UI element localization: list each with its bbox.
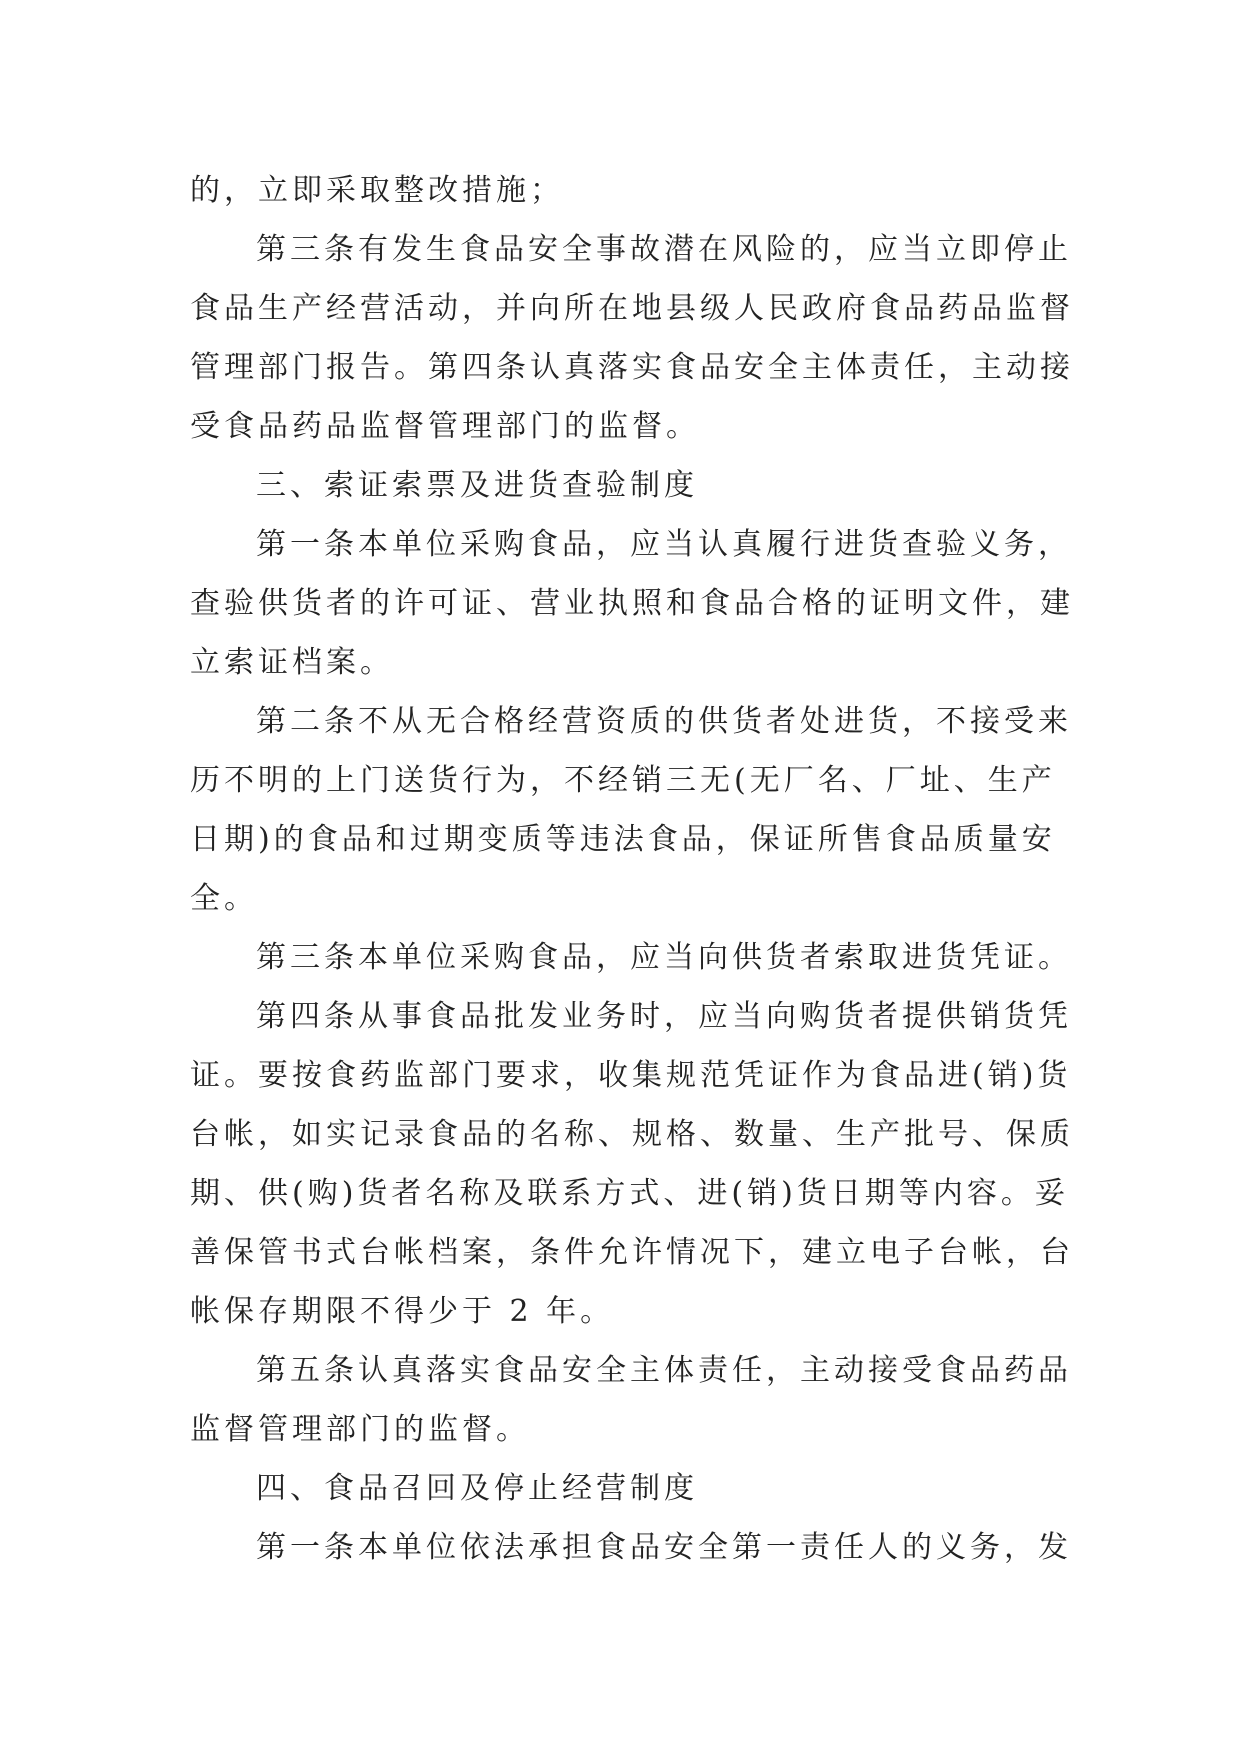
text-line: 第一条本单位依法承担食品安全第一责任人的义务，发 bbox=[256, 1530, 1072, 1565]
text-line: 第三条有发生食品安全事故潜在风险的，应当立即停止 bbox=[256, 232, 1072, 267]
text-line: 全。 bbox=[190, 881, 258, 916]
text-line: 第二条不从无合格经营资质的供货者处进货，不接受来 bbox=[256, 704, 1072, 739]
text-line: 帐保存期限不得少于 2 年。 bbox=[190, 1294, 615, 1329]
document-body bbox=[190, 161, 1074, 1577]
text-line: 历不明的上门送货行为，不经销三无(无厂名、厂址、生产 bbox=[190, 763, 1056, 798]
text-line: 台帐，如实记录食品的名称、规格、数量、生产批号、保质 bbox=[190, 1117, 1074, 1152]
text-line: 第三条本单位采购食品，应当向供货者索取进货凭证。 bbox=[256, 940, 1072, 975]
text-line: 立索证档案。 bbox=[190, 645, 394, 680]
text-line: 证。要按食药监部门要求，收集规范凭证作为食品进(销)货 bbox=[190, 1058, 1072, 1093]
text-line: 第四条从事食品批发业务时，应当向购货者提供销货凭 bbox=[256, 999, 1072, 1034]
text-line: 监督管理部门的监督。 bbox=[190, 1412, 530, 1447]
text-line: 受食品药品监督管理部门的监督。 bbox=[190, 409, 700, 444]
text-line: 食品生产经营活动，并向所在地县级人民政府食品药品监督 bbox=[190, 291, 1074, 326]
text-line: 第一条本单位采购食品，应当认真履行进货查验义务， bbox=[256, 527, 1072, 562]
text-line: 善保管书式台帐档案，条件允许情况下，建立电子台帐，台 bbox=[190, 1235, 1074, 1270]
text-line: 查验供货者的许可证、营业执照和食品合格的证明文件，建 bbox=[190, 586, 1074, 621]
text-line: 日期)的食品和过期变质等违法食品，保证所售食品质量安 bbox=[190, 822, 1056, 857]
text-line: 期、供(购)货者名称及联系方式、进(销)货日期等内容。妥 bbox=[190, 1176, 1069, 1211]
section-heading: 三、索证索票及进货查验制度 bbox=[256, 468, 698, 503]
section-heading: 四、食品召回及停止经营制度 bbox=[256, 1471, 698, 1506]
text-line: 第五条认真落实食品安全主体责任，主动接受食品药品 bbox=[256, 1353, 1072, 1388]
text-line: 的，立即采取整改措施； bbox=[190, 173, 564, 208]
text-line: 管理部门报告。第四条认真落实食品安全主体责任，主动接 bbox=[190, 350, 1074, 385]
